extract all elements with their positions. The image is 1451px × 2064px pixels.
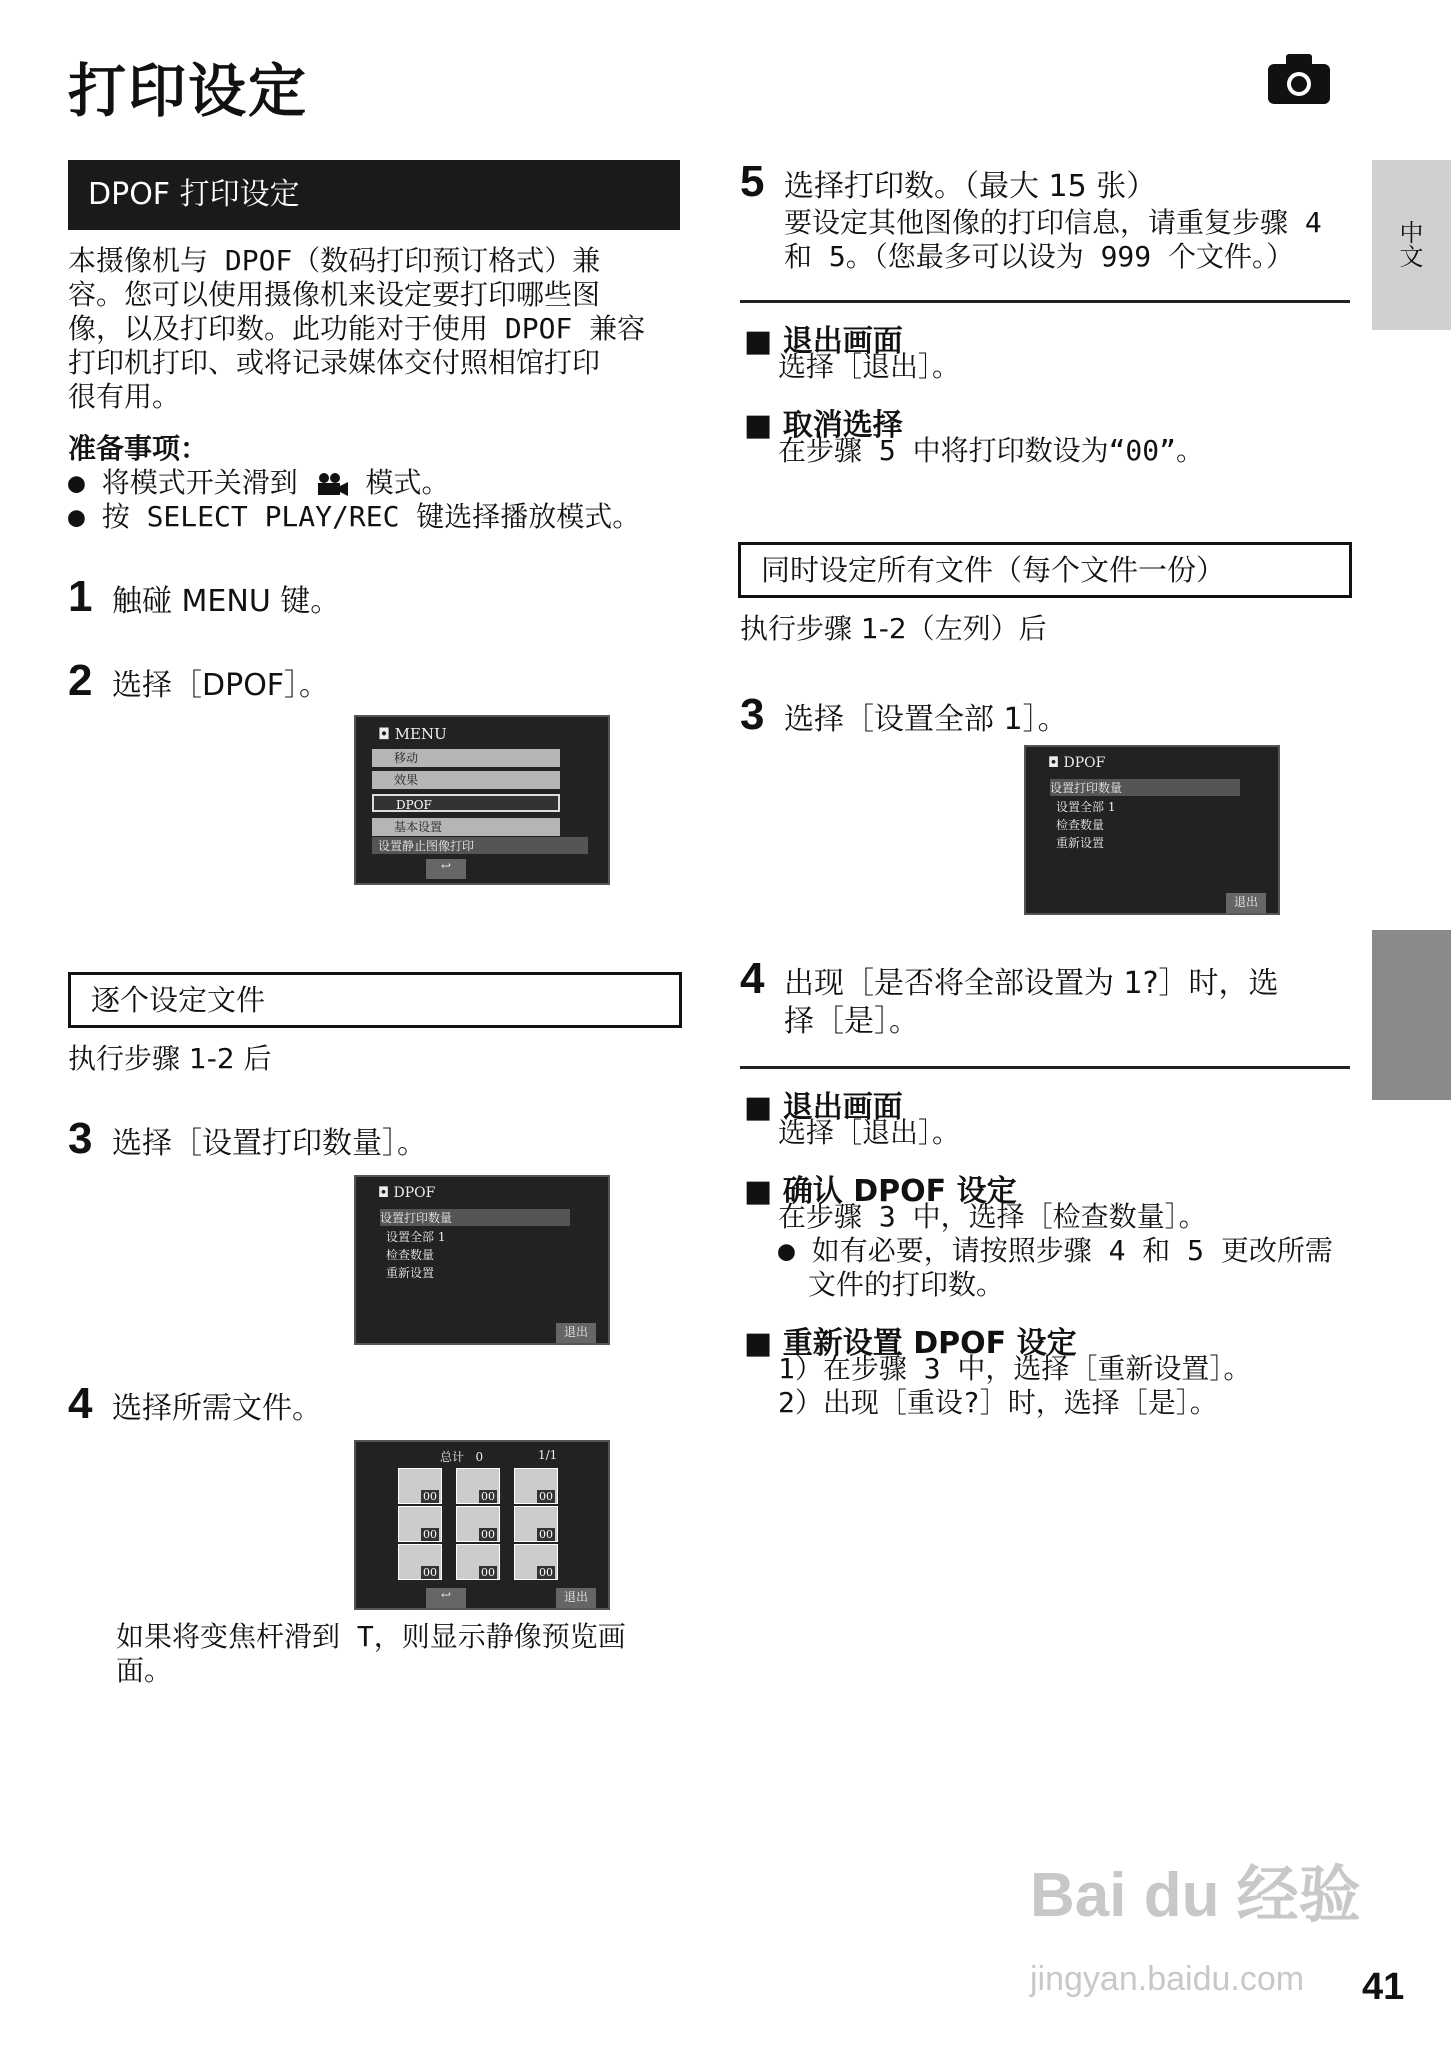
divider (740, 300, 1350, 303)
dpof-item[interactable]: 检查数量 (386, 1248, 435, 1262)
step-3: 3 选择［设置打印数量］。 (68, 1114, 427, 1163)
prep-item: ● 将模式开关滑到 模式。 (68, 466, 450, 499)
note-text: 如果将变焦杆滑到 T，则显示静像预览画 面。 (116, 1620, 626, 1687)
menu-item-move[interactable]: 移动 (372, 749, 560, 767)
dpof-screen-title: ◘ DPOF (378, 1185, 436, 1201)
confirm-title: ■ 确认 DPOF 设定 (744, 1174, 1017, 1209)
exit-button[interactable]: 退出 (556, 1588, 596, 1608)
thumbnail[interactable]: 00 (398, 1468, 442, 1504)
movie-mode-icon (315, 472, 349, 496)
exit-button[interactable]: 退出 (1226, 893, 1266, 913)
after-steps: 执行步骤 1-2 后 (68, 1042, 272, 1075)
back-button[interactable]: ↩ (426, 859, 466, 879)
watermark-url: jingyan.baidu.com (1030, 1960, 1305, 1998)
thumbnail[interactable]: 00 (398, 1544, 442, 1580)
step-5-desc: 要设定其他图像的打印信息，请重复步骤 4 和 5。（您最多可以设为 999 个文件。） (784, 206, 1322, 273)
prep-title: 准备事项： (68, 432, 209, 465)
language-tab: 中文 (1372, 160, 1451, 330)
menu-screen-title: ◘ MENU (378, 725, 447, 743)
intro-text: 本摄像机与 DPOF（数码打印预订格式）兼 容。您可以使用摄像机来设定要打印哪些图 像，以及打印数。此功能对于使用 DPOF 兼容 打印机打印、或将记录媒体交付照相馆打印 很有用。 (68, 244, 646, 413)
after-steps: 执行步骤 1-2（左列）后 (740, 612, 1047, 645)
dpof-screen (354, 1175, 610, 1345)
watermark-logo: Bai du 经验 (1030, 1861, 1361, 1930)
menu-sub-label: 设置静止图像打印 (372, 837, 588, 854)
step-3-right: 3 选择［设置全部 1］。 (740, 690, 1068, 739)
box-title-individual: 逐个设定文件 (68, 972, 682, 1028)
reset-step: 2）出现［重设?］时，选择［是］。 (778, 1386, 1218, 1419)
menu-screen (354, 715, 610, 885)
step-4-right: 4 出现［是否将全部设置为 1?］时，选 择［是］。 (740, 954, 1279, 1039)
page-number: 41 (1362, 1966, 1405, 2008)
total-label: 总计 0 (440, 1450, 484, 1464)
reset-title: ■ 重新设置 DPOF 设定 (744, 1326, 1077, 1361)
step-4: 4 选择所需文件。 (68, 1379, 322, 1428)
menu-item-dpof[interactable]: DPOF (372, 794, 560, 812)
thumbnail[interactable]: 00 (398, 1506, 442, 1542)
box-title-all: 同时设定所有文件（每个文件一份） (738, 542, 1352, 598)
side-block (1372, 930, 1451, 1100)
step-2: 2 选择［DPOF］。 (68, 656, 330, 705)
cancel-desc: 在步骤 5 中将打印数设为“00”。 (778, 434, 1205, 467)
thumbnail-screen (354, 1440, 610, 1610)
thumbnail[interactable]: 00 (456, 1544, 500, 1580)
step-5: 5 选择打印数。（最大 15 张） (740, 157, 1157, 206)
menu-item-basic[interactable]: 基本设置 (372, 818, 560, 836)
back-button[interactable]: ↩ (426, 1588, 466, 1608)
camera-icon (1268, 54, 1330, 104)
page-title: 打印设定 (68, 57, 309, 125)
prep-item: ● 按 SELECT PLAY/REC 键选择播放模式。 (68, 500, 641, 533)
thumbnail[interactable]: 00 (456, 1506, 500, 1542)
exit-desc: 选择［退出］。 (778, 350, 961, 383)
dpof-screen-right (1024, 745, 1280, 915)
exit-desc: 选择［退出］。 (778, 1116, 961, 1149)
cancel-title: ■ 取消选择 (744, 408, 903, 443)
exit-button[interactable]: 退出 (556, 1323, 596, 1343)
page-indicator: 1/1 (538, 1448, 558, 1462)
dpof-item[interactable]: 重新设置 (386, 1266, 435, 1280)
exit-title: ■ 退出画面 (744, 324, 903, 359)
thumbnail[interactable]: 00 (514, 1544, 558, 1580)
thumbnail[interactable]: 00 (514, 1506, 558, 1542)
dpof-item[interactable]: 设置打印数量 (1050, 779, 1240, 796)
confirm-bullet: ● 如有必要，请按照步骤 4 和 5 更改所需 文件的打印数。 (778, 1234, 1333, 1301)
thumbnail[interactable]: 00 (514, 1468, 558, 1504)
dpof-screen-title: ◘ DPOF (1048, 755, 1106, 771)
section-title: DPOF 打印设定 (68, 160, 680, 230)
divider (740, 1066, 1350, 1069)
dpof-item[interactable]: 检查数量 (1056, 818, 1105, 832)
confirm-desc: 在步骤 3 中，选择［检查数量］。 (778, 1200, 1207, 1233)
dpof-item[interactable]: 设置打印数量 (380, 1209, 570, 1226)
dpof-item[interactable]: 重新设置 (1056, 836, 1105, 850)
dpof-item[interactable]: 设置全部 1 (386, 1230, 446, 1244)
dpof-item[interactable]: 设置全部 1 (1056, 800, 1116, 814)
exit-title: ■ 退出画面 (744, 1090, 903, 1125)
menu-item-effect[interactable]: 效果 (372, 771, 560, 789)
reset-step: 1）在步骤 3 中，选择［重新设置］。 (778, 1352, 1252, 1385)
thumbnail[interactable]: 00 (456, 1468, 500, 1504)
step-1: 1 触碰 MENU 键。 (68, 572, 341, 621)
